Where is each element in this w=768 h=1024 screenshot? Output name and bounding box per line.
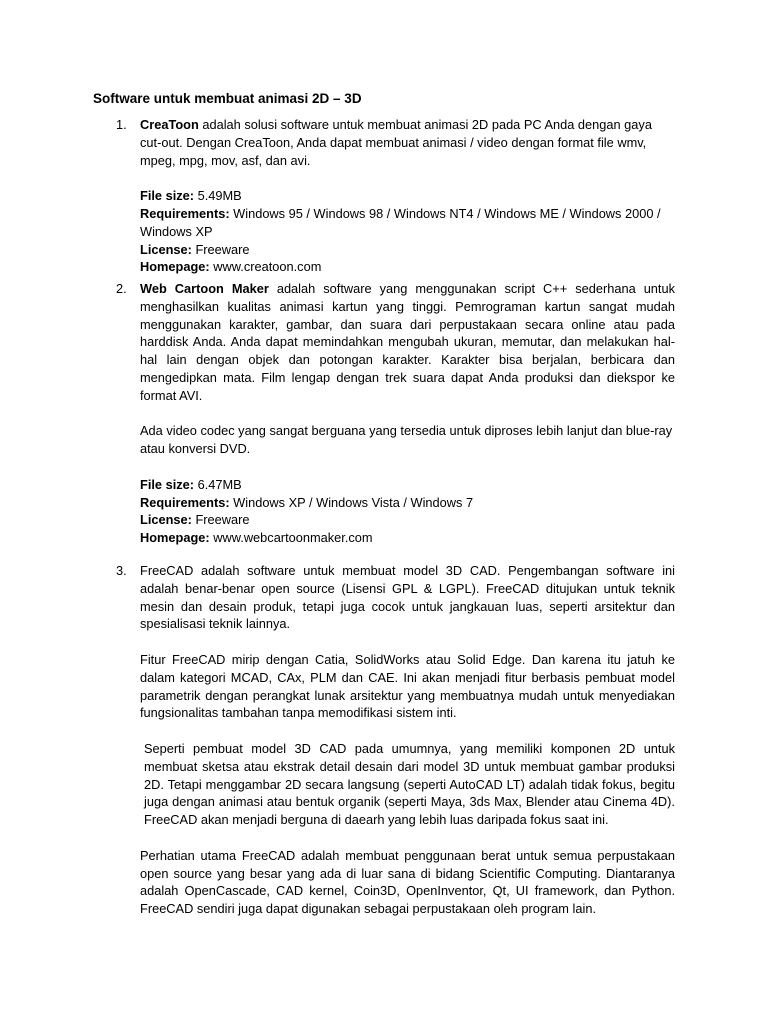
software-name: CreaToon	[140, 117, 199, 132]
homepage	[140, 258, 675, 276]
requirements	[140, 494, 675, 512]
item-paragraph: Perhatian utama FreeCAD adalah membuat penggunaan berat untuk semua perpustakaan open source yang besar yang ada di luar sana di bidang Scientific Computing. Diantaranya adalah OpenCascade, CAD kernel, Coin3D, OpenInventor, Qt, UI framework, dan Python. FreeCAD sendiri juga dapat digunakan sebagai perpustakaan oleh program lain.	[140, 847, 675, 917]
list-item-web-cartoon-maker	[116, 280, 675, 547]
item-description	[140, 562, 675, 633]
license-label: License:	[140, 512, 192, 528]
homepage	[140, 529, 675, 547]
license	[140, 241, 675, 259]
description-text: adalah software yang menggunakan script C++ sederhana untuk menghasilkan kualitas animasi kartun yang tinggi. Pemrograman kartun sangat mudah menggunakan karakter, gambar, dan suara dari perpustakaan secara online atau pada harddisk Anda. Anda dapat memindahkan mengubah ukuran, memutar, dan melakukan hal-hal lain dengan objek dan potongan karakter. Karakter bisa berjalan, berbicara dan mengedipkan mata. Film lengap dengan trek suara dapat Anda produksi dan diekspor ke format AVI.	[140, 281, 675, 403]
item-paragraph: Ada video codec yang sangat berguana yang tersedia untuk diproses lebih lanjut dan blue-ray atau konversi DVD.	[140, 423, 673, 457]
software-name: FreeCAD	[140, 563, 194, 578]
software-name: Web Cartoon Maker	[140, 281, 269, 296]
item-description	[140, 116, 675, 169]
requirements	[140, 205, 675, 241]
file-size-value: 6.47MB	[194, 476, 242, 492]
homepage-value: www.webcartoonmaker.com	[209, 530, 373, 546]
requirements-value: Windows XP / Windows Vista / Windows 7	[229, 494, 474, 510]
item-description	[140, 280, 675, 405]
homepage-label: Homepage:	[140, 530, 210, 546]
file-size	[140, 476, 675, 494]
file-size-label: File size:	[140, 476, 195, 492]
description-text: adalah software untuk membuat model 3D CAD. Pengembangan software ini adalah benar-benar open source (Lisensi GPL & LGPL). FreeCAD ditujukan untuk teknik mesin dan desain produk, tetapi juga cocok untuk jangkauan luas, seperti arsitektur dan spesialisasi teknik lainnya.	[140, 563, 675, 632]
requirements-value: Windows 95 / Windows 98 / Windows NT4 / Windows ME / Windows 2000 / Windows XP	[140, 205, 661, 239]
list-number: 1.	[116, 117, 127, 132]
list-item-creatoon	[116, 116, 675, 276]
list-item-freecad	[116, 562, 675, 918]
description-text: adalah solusi software untuk membuat animasi 2D pada PC Anda dengan gaya cut-out. Dengan CreaToon, Anda dapat membuat animasi / video dengan format file wmv, mpeg, mpg, mov, asf, dan avi.	[140, 117, 652, 168]
list-number: 2.	[116, 281, 127, 296]
homepage-value: www.creatoon.com	[209, 259, 322, 275]
license-value: Freeware	[191, 512, 250, 528]
file-size-label: File size:	[140, 188, 195, 204]
requirements-label: Requirements:	[140, 494, 230, 510]
list-number: 3.	[116, 563, 127, 578]
document-title: Software untuk membuat animasi 2D – 3D	[93, 91, 362, 106]
license-label: License:	[140, 241, 192, 257]
item-paragraph: Fitur FreeCAD mirip dengan Catia, SolidWorks atau Solid Edge. Dan karena itu jatuh ke dalam kategori MCAD, CAx, PLM dan CAE. Ini akan menjadi fitur berbasis pembuat model parametrik dengan perangkat lunak arsitektur yang membuatnya mudah untuk menyediakan fungsionalitas tambahan tanpa memodifikasi sistem inti.	[140, 651, 675, 721]
file-size	[140, 187, 675, 205]
homepage-label: Homepage:	[140, 259, 210, 275]
license-value: Freeware	[191, 241, 250, 257]
item-paragraph: Seperti pembuat model 3D CAD pada umumnya, yang memiliki komponen 2D untuk membuat sketsa atau ekstrak detail desain dari model 3D untuk membuat gambar produksi 2D. Tetapi menggambar 2D secara langsung (seperti AutoCAD LT) adalah tidak fokus, begitu juga dengan animasi atau bentuk organik (seperti Maya, 3ds Max, Blender atau Cinema 4D). FreeCAD akan menjadi berguna di daearh yang lebih luas daripada fokus saat ini.	[144, 740, 675, 828]
license	[140, 511, 675, 529]
requirements-label: Requirements:	[140, 205, 230, 221]
file-size-value: 5.49MB	[194, 188, 242, 204]
